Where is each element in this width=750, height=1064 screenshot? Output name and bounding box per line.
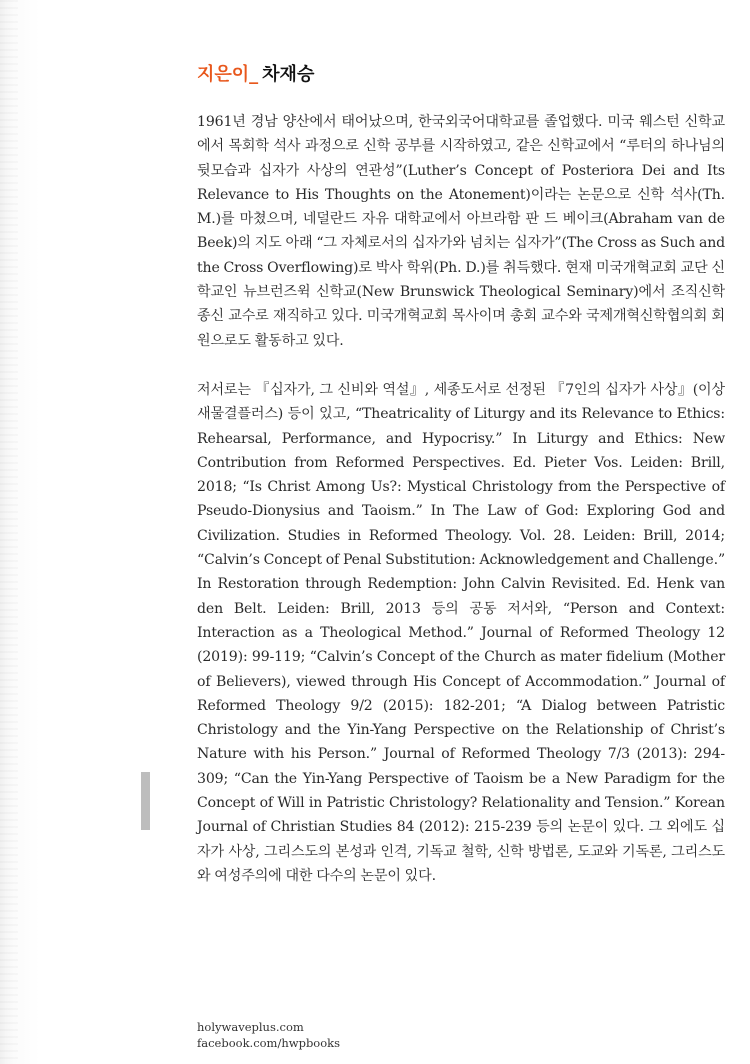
spine-texture: [0, 0, 18, 1064]
page-edge-marker: [141, 772, 150, 830]
author-name: 차재승: [262, 64, 315, 85]
author-heading: [197, 62, 725, 88]
book-spine-shadow: [0, 0, 150, 1064]
author-bio-paragraph: 1961년 경남 양산에서 태어났으며, 한국외국어대학교를 졸업했다. 미국 웨스턴 신학교에서 목회학 석사 과정으로 신학 공부를 시작하였고, 같은 신학교에서 “루터의 하나님의 뒷모습과 십자가 사상의 연관성”(Luther’s Concept of Posteriora Dei and Its Relevance to His Thoughts on the Atonement)이라는 논문으로 신학 석사(Th. M.)를 마쳤으며, 네덜란드 자유 대학교에서 아브라함 판 드 베이크(Abraham van de Beek)의 지도 아래 “그 자체로서의 십자가와 넘치는 십자가”(The Cross as Such and the Cross Overflowing)로 박사 학위(Ph. D.)를 취득했다. 현재 미국개혁교회 교단 신학교인 뉴브런즈윅 신학교(New Brunswick Theological Seminary)에서 조직신학 종신 교수로 재직하고 있다. 미국개혁교회 목사이며 총회 교수와 국제개혁신학협의회 회원으로도 활동하고 있다.: [197, 114, 725, 349]
author-label: 지은이_: [197, 64, 259, 85]
publisher-footer: [197, 1019, 340, 1051]
publisher-website: holywaveplus.com: [197, 1020, 304, 1034]
author-section: [197, 62, 725, 888]
author-works-paragraph: 저서로는 『십자가, 그 신비와 역설』, 세종도서로 선정된 『7인의 십자가 사상』(이상 새물결플러스) 등이 있고, “Theatricality of Liturgy and its Relevance to Ethics: Rehearsal, Performance, and Hypocrisy.” In Liturgy and Ethics: New Contribution from Reformed Perspectives. Ed. Pieter Vos. Leiden: Brill, 2018; “Is Christ Among Us?: Mystical Christology from the Perspective of Pseudo-Dionysius and Taoism.” In The Law of God: Exploring God and Civilization. Studies in Reformed Theology. Vol. 28. Leiden: Brill, 2014; “Calvin’s Concept of Penal Substitution: Acknowledgement and Challenge.” In Restoration through Redemption: John Calvin Revisited. Ed. Henk van den Belt. Leiden: Brill, 2013 등의 공동 저서와, “Person and Context: Interaction as a Theological Method.” Journal of Reformed Theology 12 (2019): 99-119; “Calvin’s Concept of the Church as mater fidelium (Mother of Believers), viewed through His Concept of Accommodation.” Journal of Reformed Theology 9/2 (2015): 182-201; “A Dialog between Patristic Christology and the Yin-Yang Perspective on the Relationship of Christ’s Nature with his Person.” Journal of Reformed Theology 7/3 (2013): 294-309; “Can the Yin-Yang Perspective of Taoism be a New Paradigm for the Concept of Will in Patristic Christology? Relationality and Tension.” Korean Journal of Christian Studies 84 (2012): 215-239 등의 논문이 있다. 그 외에도 십자가 사상, 그리스도의 본성과 인격, 기독교 철학, 신학 방법론, 도교와 기독론, 그리스도와 여성주의에 대한 다수의 논문이 있다.: [197, 381, 725, 884]
publisher-facebook: facebook.com/hwpbooks: [197, 1036, 341, 1050]
